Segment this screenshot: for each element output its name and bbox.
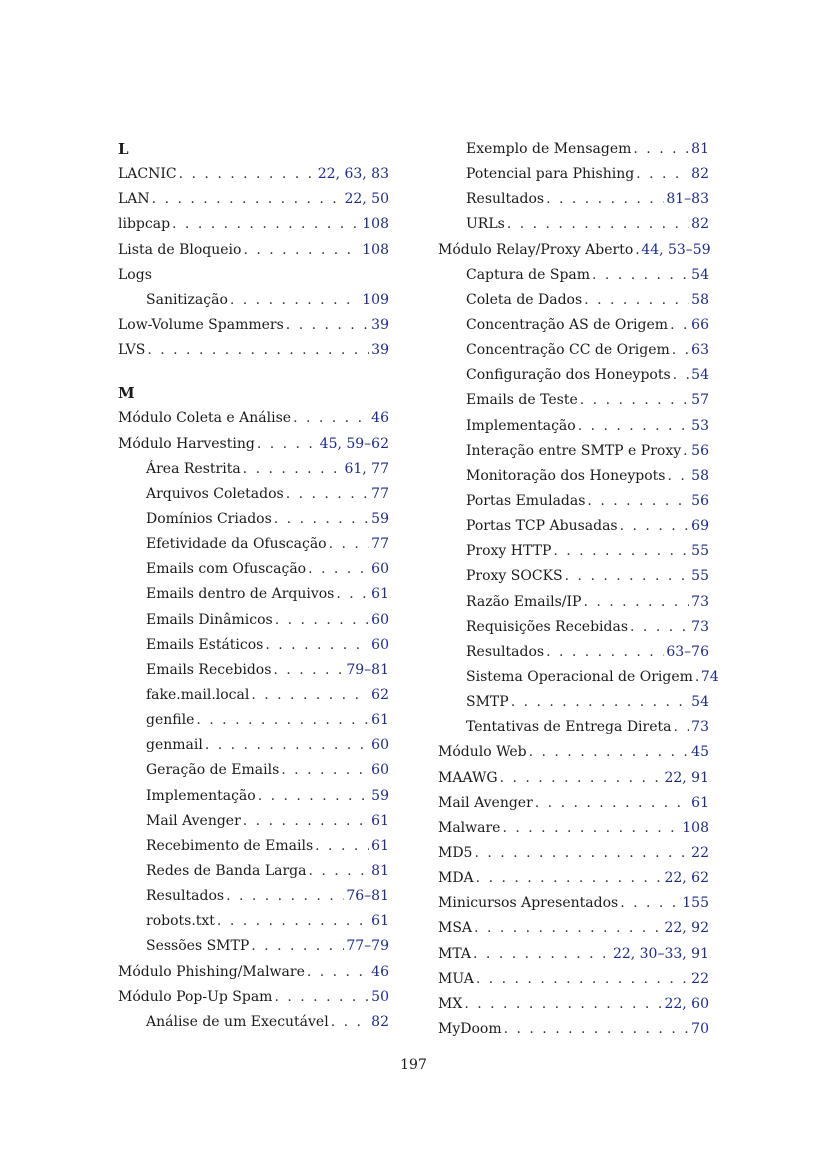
page-references[interactable]: 61 [371,812,389,829]
dot-leader [147,338,369,363]
dot-leader [315,834,369,859]
index-term: Logs [118,266,152,283]
dot-leader [668,464,690,489]
index-term: Portas Emuladas [466,492,586,509]
index-term: LACNIC [118,166,177,183]
index-term: Emails com Ofuscação [146,561,307,578]
index-subentry-concentracao-as-de-origem [438,313,709,338]
dot-leader [474,916,662,941]
index-term: Minicursos Apresentados [438,895,619,912]
dot-leader [580,388,689,413]
page-references[interactable]: 55 [691,568,709,585]
index-entry-modulo-pop-up-spam [118,985,389,1010]
page-references[interactable]: 54 [691,266,709,283]
dot-leader [636,162,689,187]
dot-leader [274,985,369,1010]
index-entry-mda [438,866,709,891]
index-term: Área Restrita [146,460,241,477]
index-entry-mail-avenger [438,791,709,816]
dot-leader [476,866,663,891]
index-column-right [438,137,719,1042]
dot-leader [500,766,663,791]
page-references[interactable]: 155 [682,895,709,912]
dot-leader [336,582,369,607]
page-references[interactable]: 50 [371,988,389,1005]
page-references[interactable]: 22, 92 [664,920,709,937]
page-references[interactable]: 22 [691,970,709,987]
index-term: Malware [438,819,501,836]
page-references[interactable]: 22, 62 [664,870,709,887]
index-term: Sanitização [146,291,228,308]
dot-leader [172,212,360,237]
index-term: libpcap [118,216,171,233]
index-term: MTA [438,945,472,962]
index-term: Resultados [146,888,225,905]
index-term: Interação entre SMTP e Proxy [466,442,682,459]
index-subentry-redes-de-banda-larga [118,859,389,884]
dot-leader [464,992,662,1017]
index-term: Tentativas de Entrega Direta [466,719,672,736]
dot-leader [578,414,689,439]
index-letter-heading: L [118,140,129,158]
index-term: Potencial para Phishing [466,166,635,183]
index-subentry-genmail [118,733,389,758]
dot-leader [243,809,369,834]
dot-leader [587,489,689,514]
page-references[interactable]: 44, 53–59 [641,241,711,258]
page-references[interactable]: 66 [691,316,709,333]
index-subentry-mail-avenger [118,809,389,834]
index-subentry-smtp [438,690,709,715]
index-term: robots.txt [146,913,215,930]
index-entry-mx [438,992,709,1017]
dot-leader [329,532,370,557]
page-references[interactable]: 53 [691,417,709,434]
page-references[interactable]: 59 [371,510,389,527]
page-references[interactable]: 81 [371,862,389,879]
index-subentry-dominios-criados [118,507,389,532]
page-references[interactable]: 39 [371,316,389,333]
index-subentry-analise-de-um-executavel [118,1010,389,1035]
page-references[interactable]: 70 [691,1020,709,1037]
index-term: Emails de Teste [466,392,578,409]
page-references[interactable]: 59 [371,787,389,804]
index-subentry-area-restrita [118,457,389,482]
page-references[interactable]: 60 [371,737,389,754]
page-references[interactable]: 60 [371,561,389,578]
page-references[interactable]: 108 [362,241,389,258]
index-term: Coleta de Dados [466,291,583,308]
page-references[interactable]: 109 [362,291,389,308]
dot-leader [583,590,689,615]
dot-leader [673,363,690,388]
index-term: Módulo Pop-Up Spam [118,988,273,1005]
index-subentry-fake-mail-local [118,683,389,708]
page-references[interactable]: 22, 91 [664,769,709,786]
index-term: Emails dentro de Arquivos [146,586,335,603]
dot-leader [152,187,343,212]
index-subentry-coleta-de-dados [438,288,709,313]
page-references[interactable]: 57 [691,392,709,409]
index-entry-low-volume-spammers [118,313,389,338]
dot-leader [553,539,689,564]
index-term: Sessões SMTP [146,938,250,955]
page-references[interactable]: 22, 30–33, 91 [612,945,709,962]
page-references[interactable]: 46 [371,963,389,980]
index-subentry-emails-com-ofuscacao [118,557,389,582]
dot-leader [251,934,344,959]
index-entry-mydoom [438,1017,709,1042]
index-subentry-portas-tcp-abusadas [438,514,709,539]
index-subentry-resultados [118,884,389,909]
page-references[interactable]: 81 [691,141,709,157]
page-references[interactable]: 62 [371,686,389,703]
dot-leader [511,690,689,715]
index-term: Concentração CC de Origem [466,342,670,359]
index-subentry-requisicoes-recebidas [438,615,709,640]
index-subentry-efetividade-da-ofuscacao [118,532,389,557]
index-term: MDA [438,870,474,887]
index-term: Configuração dos Honeypots [466,367,671,384]
dot-leader [546,640,664,665]
page-references[interactable]: 61 [371,712,389,729]
page-number: 197 [400,1057,427,1073]
page-references[interactable]: 76–81 [346,888,389,905]
dot-leader [196,708,369,733]
dot-leader [307,960,369,985]
index-term: SMTP [466,694,509,711]
page-references[interactable]: 55 [691,543,709,560]
page-references[interactable]: 46 [371,410,389,427]
index-term: Mail Avenger [438,794,533,811]
dot-leader [205,733,369,758]
dot-leader [620,891,680,916]
page-references[interactable]: 79–81 [346,661,389,678]
index-term: genmail [146,737,203,754]
page-references[interactable]: 82 [691,166,709,183]
index-subentry-exemplo-de-mensagem [438,137,709,162]
index-subentry-sessoes-smtp [118,934,389,959]
dot-leader [273,658,344,683]
page-references[interactable]: 77 [371,536,389,553]
index-subentry-emails-estaticos [118,633,389,658]
index-term: Proxy HTTP [466,543,552,560]
page-references[interactable]: 60 [371,611,389,628]
dot-leader [265,633,369,658]
dot-leader [257,432,318,457]
index-term: Sistema Operacional de Origem [466,668,693,685]
index-subentry-configuracao-dos-honeypots [438,363,709,388]
page-references[interactable]: 22, 63, 83 [317,166,389,183]
page-references[interactable]: 54 [691,694,709,711]
dot-leader [243,457,343,482]
index-term: genfile [146,712,195,729]
index-term: Emails Estáticos [146,636,264,653]
index-subentry-concentracao-cc-de-origem [438,338,709,363]
index-subentry-resultados [438,187,709,212]
index-subentry-emails-dentro-de-arquivos [118,582,389,607]
page-references[interactable]: 63 [691,342,709,359]
index-entry-malware [438,816,709,841]
index-term: Módulo Coleta e Análise [118,410,292,427]
page-references[interactable]: 58 [691,467,709,484]
index-term: Domínios Criados [146,510,272,527]
dot-leader [592,263,689,288]
index-term: Razão Emails/IP [466,593,582,610]
page-references[interactable]: 39 [371,342,389,359]
index-subentry-arquivos-coletados [118,482,389,507]
dot-leader [226,884,344,909]
index-term: Emails Dinâmicos [146,611,273,628]
index-subentry-sanitizacao [118,288,389,313]
dot-leader [507,212,689,237]
index-subentry-emails-dinamicos [118,608,389,633]
dot-leader [258,784,369,809]
index-term: Mail Avenger [146,812,241,829]
dot-leader [217,909,369,934]
index-entry-mta [438,942,709,967]
index-subentry-implementacao [438,414,709,439]
page-references[interactable]: 63–76 [666,643,709,660]
dot-leader [473,942,611,967]
index-term: LAN [118,191,150,208]
index-subentry-interacao-entre-smtp-e-proxy [438,439,709,464]
page-references[interactable]: 45 [691,744,709,761]
index-entry-modulo-coleta-e-analise [118,406,389,431]
index-term: MyDoom [438,1020,502,1037]
index-subentry-captura-de-spam [438,263,709,288]
index-subentry-recebimento-de-emails [118,834,389,859]
page-references[interactable]: 69 [691,518,709,535]
page-references[interactable]: 73 [691,719,709,736]
dot-leader [281,758,369,783]
index-entry-maawg [438,766,709,791]
index-subentry-proxy-socks [438,564,709,589]
page-references[interactable]: 22 [691,844,709,861]
page-references[interactable]: 54 [691,367,709,384]
index-term: Redes de Banda Larga [146,862,307,879]
index-term: Concentração AS de Origem [466,316,669,333]
dot-leader [683,439,689,464]
dot-leader [535,791,689,816]
index-term: Módulo Harvesting [118,435,255,452]
index-term: Resultados [466,643,545,660]
dot-leader [474,841,689,866]
index-term: Implementação [146,787,256,804]
index-letter-heading: M [118,384,135,403]
index-term: Módulo Web [438,744,527,761]
index-term: Módulo Relay/Proxy Aberto [438,241,634,258]
page-references[interactable]: 61 [371,837,389,854]
dot-leader [672,338,689,363]
page-references[interactable]: 61 [691,794,709,811]
page-references[interactable]: 22, 50 [344,191,389,208]
dot-leader [274,507,369,532]
dot-leader [293,406,369,431]
index-entry-md5 [438,841,709,866]
index-term: Monitoração dos Honeypots [466,467,666,484]
index-entry-modulo-phishing-malware [118,960,389,985]
index-term: Captura de Spam [466,266,591,283]
dot-leader [529,740,690,765]
index-term: Implementação [466,417,576,434]
index-term: Emails Recebidos [146,661,272,678]
index-entry-modulo-web [438,740,709,765]
index-subentry-geracao-de-emails [118,758,389,783]
index-subentry-potencial-para-phishing [438,162,709,187]
dot-leader [670,313,689,338]
index-term: Lista de Bloqueio [118,241,242,258]
page-references[interactable]: 108 [682,819,709,836]
dot-leader [243,238,360,263]
index-term: Arquivos Coletados [146,485,284,502]
index-entry-lista-de-bloqueio [118,238,389,263]
dot-leader [695,665,699,690]
page-references[interactable]: 60 [371,762,389,779]
index-subentry-resultados [438,640,709,665]
index-term: Efetividade da Ofuscação [146,536,327,553]
dot-leader [635,238,639,263]
dot-leader [230,288,360,313]
index-term: MAAWG [438,769,498,786]
dot-leader [620,514,690,539]
index-term: Proxy SOCKS [466,568,563,585]
index-column-left [118,137,389,1035]
dot-leader [565,564,690,589]
page-references[interactable]: 74 [700,668,719,685]
index-subentry-sistema-operacional-de-origem [438,665,719,690]
index-entry-modulo-harvesting [118,432,389,457]
index-term: Resultados [466,191,545,208]
index-entry-lan [118,187,389,212]
dot-leader [546,187,664,212]
index-subentry-portas-emuladas [438,489,709,514]
index-subentry-emails-de-teste [438,388,709,413]
dot-leader [251,683,369,708]
dot-leader [504,1017,690,1042]
index-term: URLs [466,216,505,233]
index-entry-libpcap [118,212,389,237]
page-references[interactable]: 82 [371,1013,389,1030]
dot-leader [179,162,316,187]
index-term: Low-Volume Spammers [118,316,284,333]
index-entry-lacnic [118,162,389,187]
dot-leader [286,313,369,338]
page-references[interactable]: 61 [371,586,389,603]
page-references[interactable]: 56 [691,492,709,509]
dot-leader [286,482,369,507]
index-term: Geração de Emails [146,762,280,779]
dot-leader [275,608,369,633]
index-subentry-urls [438,212,709,237]
page-references[interactable]: 61, 77 [344,460,389,477]
index-subentry-tentativas-de-entrega-direta [438,715,709,740]
index-entry-msa [438,916,709,941]
index-entry-logs [118,263,389,288]
index-term: fake.mail.local [146,686,250,703]
index-term: Requisições Recebidas [466,618,629,635]
index-term: MSA [438,920,473,937]
dot-leader [633,137,689,162]
index-subentry-implementacao [118,784,389,809]
index-subentry-proxy-http [438,539,709,564]
index-subentry-genfile [118,708,389,733]
index-subentry-monitoracao-dos-honeypots [438,464,709,489]
index-entry-modulo-relay-proxy-aberto [438,238,709,263]
page-references[interactable]: 77 [371,485,389,502]
page-references[interactable]: 73 [691,618,709,635]
dot-leader [502,816,680,841]
page-references[interactable]: 73 [691,593,709,610]
dot-leader [584,288,689,313]
dot-leader [308,859,369,884]
dot-leader [673,715,689,740]
dot-leader [630,615,689,640]
index-term: MUA [438,970,474,987]
index-term: LVS [118,342,146,359]
page-references[interactable]: 22, 60 [664,995,709,1012]
page-references[interactable]: 81–83 [666,191,709,208]
index-term: Módulo Phishing/Malware [118,963,305,980]
page-references[interactable]: 56 [691,442,709,459]
index-entry-mua [438,967,709,992]
index-term: MX [438,995,463,1012]
index-subentry-robots-txt [118,909,389,934]
dot-leader [331,1010,369,1035]
page-references[interactable]: 61 [371,913,389,930]
index-term: Portas TCP Abusadas [466,518,618,535]
page-references[interactable]: 108 [362,216,389,233]
page-references[interactable]: 60 [371,636,389,653]
index-term: Recebimento de Emails [146,837,314,854]
index-term: MD5 [438,844,473,861]
index-subentry-razao-emails-ip [438,590,709,615]
dot-leader [308,557,369,582]
index-term: Exemplo de Mensagem [466,141,632,157]
page-references[interactable]: 82 [691,216,709,233]
index-subentry-emails-recebidos [118,658,389,683]
index-entry-minicursos-apresentados [438,891,709,916]
page-references[interactable]: 45, 59–62 [319,435,389,452]
page-references[interactable]: 58 [691,291,709,308]
dot-leader [476,967,689,992]
index-entry-lvs [118,338,389,363]
section-gap [118,363,389,381]
page-references[interactable]: 77–79 [346,938,389,955]
index-term: Análise de um Executável [146,1013,329,1030]
